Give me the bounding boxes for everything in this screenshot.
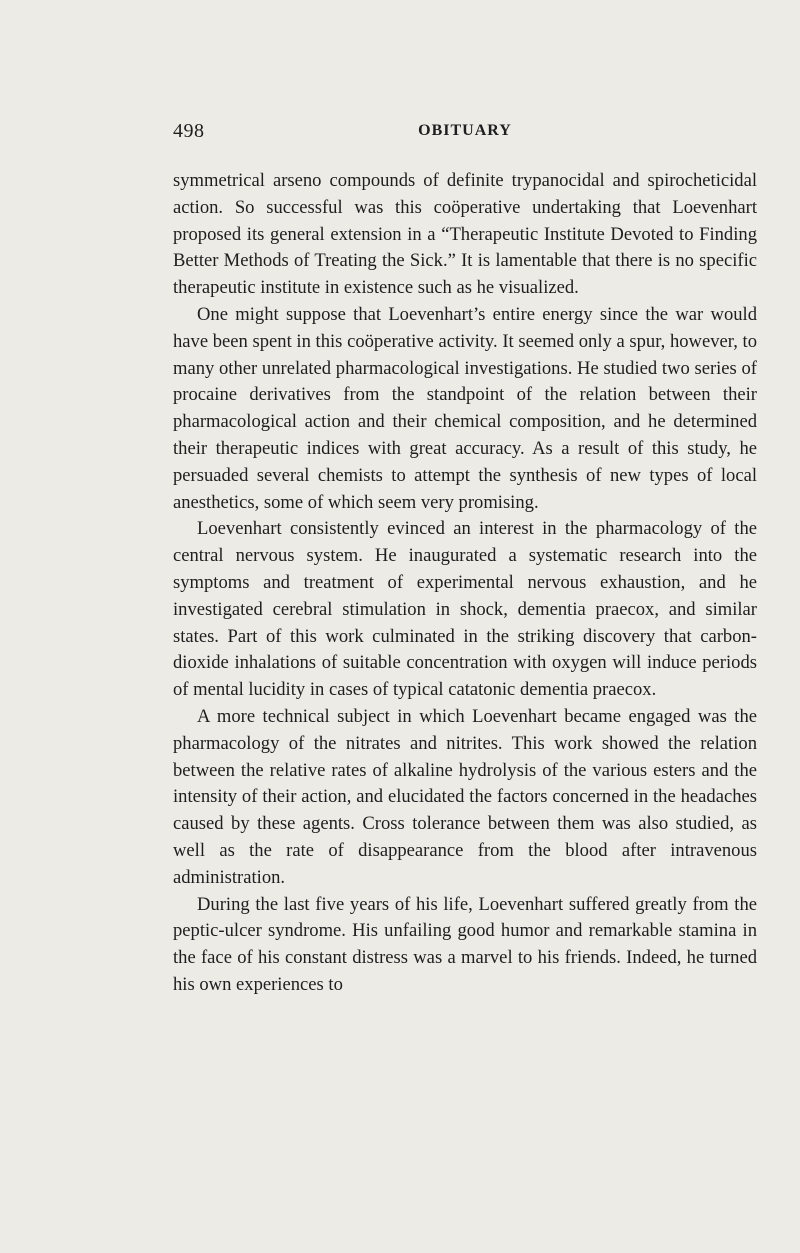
running-head: OBITUARY <box>418 122 512 139</box>
page-number: 498 <box>173 120 205 142</box>
paragraph-procaine: One might suppose that Loevenhart’s entire energy since the war would have been spent in this coöperative activity. It seemed only a spur, however, to many other unrelated pharmacological investigations. He studied two series of procaine derivatives from the standpoint of the relation between their pharmacological action and their chemical composition, and he determined their therapeutic indices with great accuracy. As a result of this study, he persuaded several chemists to attempt the synthesis of new types of local anesthetics, some of which seem very promising. <box>173 303 757 513</box>
body-text <box>173 168 757 999</box>
paragraph-nitrates: A more technical subject in which Loevenhart became engaged was the pharmacology of the nitrates and nitrites. This work showed the relation between the relative rates of alkaline hydrolysis of the various esters and the intensity of their action, and elucidated the factors concerned in the headaches caused by these agents. Cross tolerance between them was also studied, as well as the rate of disappearance from the blood after intravenous administration. <box>173 705 757 888</box>
paragraph-peptic-ulcer: During the last five years of his life, Loevenhart suffered greatly from the peptic-ulcer syndrome. His unfailing good humor and remarkable stamina in the face of his constant distress was a marvel to his friends. Indeed, he turned his own experiences to <box>173 893 757 995</box>
paragraph-nervous-system: Loevenhart consistently evinced an interest in the pharmacology of the central nervous system. He inaugurated a systematic research into the symptoms and treatment of experimental nervous exhaustion, and he investigated cerebral stimulation in shock, dementia praecox, and similar states. Part of this work culminated in the striking discovery that carbon-dioxide inhalations of suitable concentration with oxygen will induce periods of mental lucidity in cases of typical catatonic dementia praecox. <box>173 518 757 701</box>
paragraph-continued: symmetrical arseno compounds of definite trypanocidal and spirocheticidal action. So successful was this coöperative undertaking that Loevenhart proposed its general extension in a “Therapeutic Institute Devoted to Finding Better Methods of Treating the Sick.” It is lamentable that there is no specific therapeutic institute in existence such as he visualized. <box>173 170 757 299</box>
page-header <box>173 120 757 144</box>
